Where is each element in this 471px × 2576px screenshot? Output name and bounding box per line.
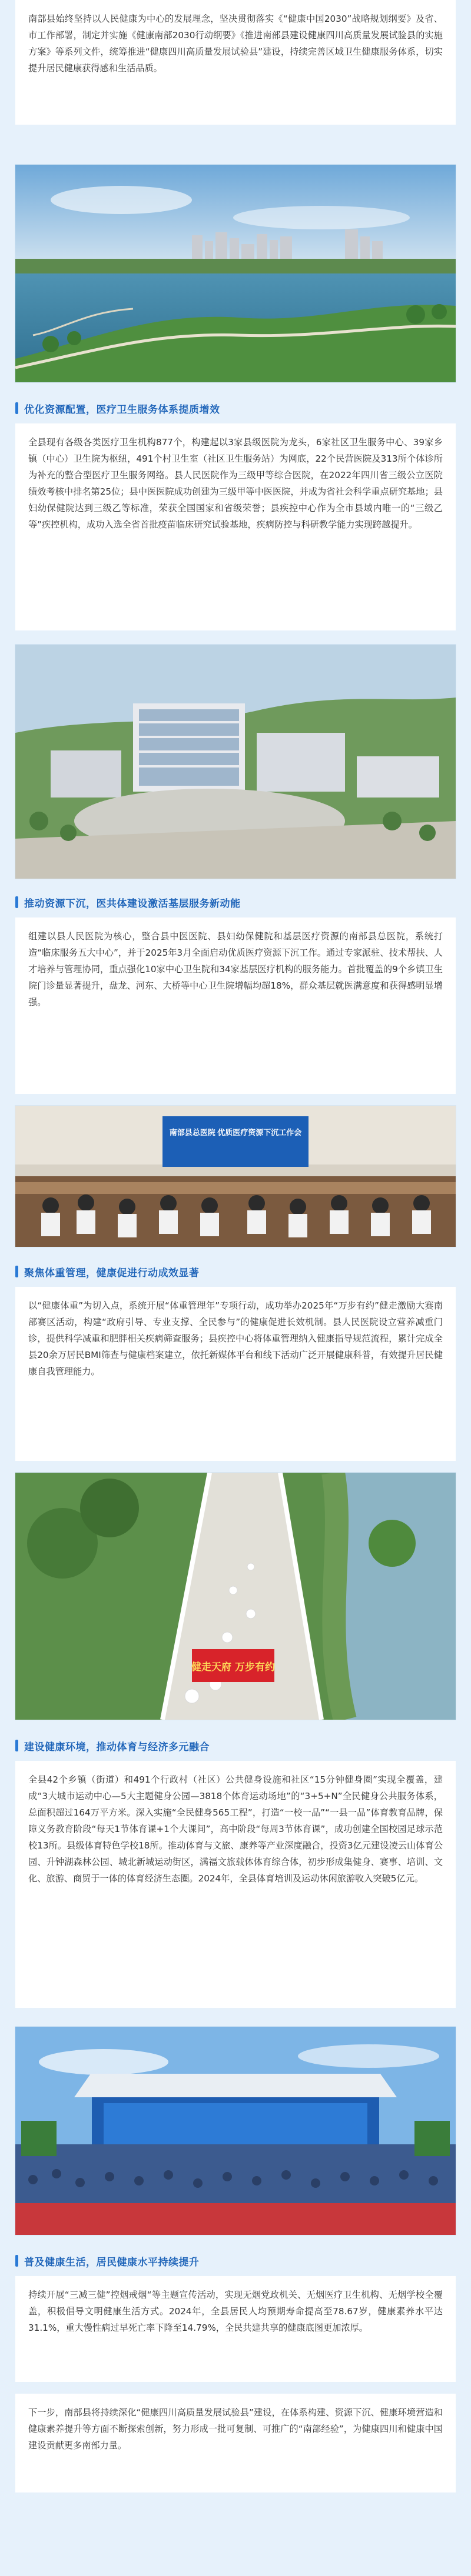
closing-paragraph: 下一步，南部县将持续深化“健康四川高质量发展试验县”建设，在体系构建、资源下沉、健康环境营造和健康素养提升等方面不断探索创新，努力形成一批可复制、可推广的“南部经验”，为健康四川和健康中国建设贡献更多南部力量。: [28, 2407, 443, 2451]
section-body-3: 以“健康体重”为切入点，系统开展“体重管理年”专项行动，成功举办2025年“万步有约”健走激励大赛南部赛区活动，构建“政府引导、专业支撑、全民参与”的健康促进长效机制。县人民医院设立营养减重门诊，提供科学减重和肥胖相关疾病筛查服务；县疾控中心将体重管理纳入健康指导规范流程，累计完成全县20余万居民BMI筛查与健康档案建立，依托新媒体平台和线下活动广泛开展健康科普，有效提升居民健康自我管理能力。: [28, 1300, 443, 1377]
heading-accent-bar: [15, 2255, 18, 2267]
city-waterfront-photo: [15, 165, 456, 382]
section-body-2: 组建以县人民医院为核心，整合县中医医院、县妇幼保健院和基层医疗资源的南部县总医院，系统打造“临床服务五大中心”，并于2025年3月全面启动优质医疗资源下沉工作。通过专家派驻、技术帮扶、人才培养与管理协同，重点强化10家中心卫生院和34家基层医疗机构的服务能力。首批覆盖的9个乡镇卫生院门诊量显著提升，盘龙、河东、大桥等中心卫生院增幅均超18%，群众基层就医满意度和获得感明显增强。: [28, 931, 443, 1007]
stadium-event-photo: [15, 2027, 456, 2235]
section-heading-5: [15, 2248, 456, 2274]
section-body-1: 全县现有各级各类医疗卫生机构877个，构建起以3家县级医院为龙头，6家社区卫生服务中心、39家乡镇（中心）卫生院为枢纽，491个村卫生室（社区卫生服务站）为网底，22个民营医院及313所个体诊所为补充的整合型医疗卫生服务网络。县人民医院作为三级甲等综合医院，在2022年四川省三级公立医院绩效考核中排名第25位；县中医医院成功创建为三级甲等中医医院，并成为省社会科学重点研究基地；县妇幼保健院达到三级乙等标准，荣获全国国家和省级荣誉；县疾控中心作为全市县域内唯一的“三级乙等”疾控机构，成功入选全省首批疫苗临床研究试验基地，疾病防控与科研教学能力实现跨越提升。: [28, 437, 443, 530]
section-heading-3: [15, 1259, 456, 1284]
section-body-card-1: [15, 423, 456, 630]
heading-accent-bar: [15, 402, 18, 414]
section-title-1: 优化资源配置，医疗卫生服务体系提质增效: [24, 403, 220, 416]
section-title-5: 普及健康生活，居民健康水平持续提升: [24, 2256, 200, 2268]
section-heading-4: [15, 1733, 456, 1759]
section-title-4: 建设健康环境，推动体育与经济多元融合: [24, 1741, 210, 1753]
heading-accent-bar: [15, 1266, 18, 1277]
intro-paragraph: 南部县始终坚持以人民健康为中心的发展理念，坚决贯彻落实《“健康中国2030”战略规划纲要》及省、市工作部署，制定并实施《健康南部2030行动纲要》《推进南部县建设健康四川高质量发展试验县的实施方案》等系列文件，统筹推进“健康四川高质量发展试验县”建设，持续完善区域卫生健康服务体系，切实提升居民健康获得感和生活品质。: [28, 14, 443, 74]
closing-card: [15, 2394, 456, 2492]
conference-photo: [15, 1106, 456, 1247]
section-body-card-4: [15, 1761, 456, 2008]
walkathon-photo: [15, 1473, 456, 1720]
section-body-4: 全县42个乡镇（街道）和491个行政村（社区）公共健身设施和社区“15分钟健身圈”实现全覆盖，建成“3大城市运动中心—5大主题健身公园—3818个体育运动场地”的“3+5+N”全民健身公共服务体系，总面积超过164万平方米。深入实施“全民健身565工程”，打造“一校一品”“一县一品”体育教育品牌，保障义务教育阶段“每天1节体育课+1个大课间”，高中阶段“每周3节体育课”，成功创建全国校园足球示范校13所。县级体育特色学校18所。推动体育与文旅、康养等产业深度融合，投资3亿元建设凌云山体育公园、升钟湖森林公园、城北新城运动街区，满福文旅载体体育综合体，初步形成集健身、赛事、培训、文化、旅游、商贸于一体的体育经济生态圈。2024年，全县体育培训及运动休闲旅游收入突破5亿元。: [28, 1774, 443, 1884]
hospital-aerial-photo: [15, 645, 456, 879]
section-body-5: 持续开展“三减三健”控烟戒烟“等主题宣传活动，实现无烟党政机关、无烟医疗卫生机构、无烟学校全覆盖，积极倡导文明健康生活方式。2024年，全县居民人均预期寿命提高至78.67岁，健康素养水平达31.1%，重大慢性病过早死亡率下降至14.79%，全民共建共享的健康底图更加浓厚。: [28, 2290, 443, 2333]
section-body-card-5: [15, 2276, 456, 2382]
section-body-card-3: [15, 1287, 456, 1461]
banner-text: 健走天府 万步有约: [191, 1661, 275, 1673]
section-body-card-2: [15, 917, 456, 1094]
heading-accent-bar: [15, 1740, 18, 1751]
section-heading-1: [15, 395, 456, 421]
meeting-screen-text: 南部县总医院 优质医疗资源下沉工作会: [169, 1128, 302, 1137]
section-heading-2: [15, 889, 456, 915]
heading-accent-bar: [15, 896, 18, 908]
section-title-3: 聚焦体重管理，健康促进行动成效显著: [24, 1267, 200, 1279]
intro-card: [15, 0, 456, 125]
section-title-2: 推动资源下沉，医共体建设激活基层服务新动能: [24, 897, 241, 910]
